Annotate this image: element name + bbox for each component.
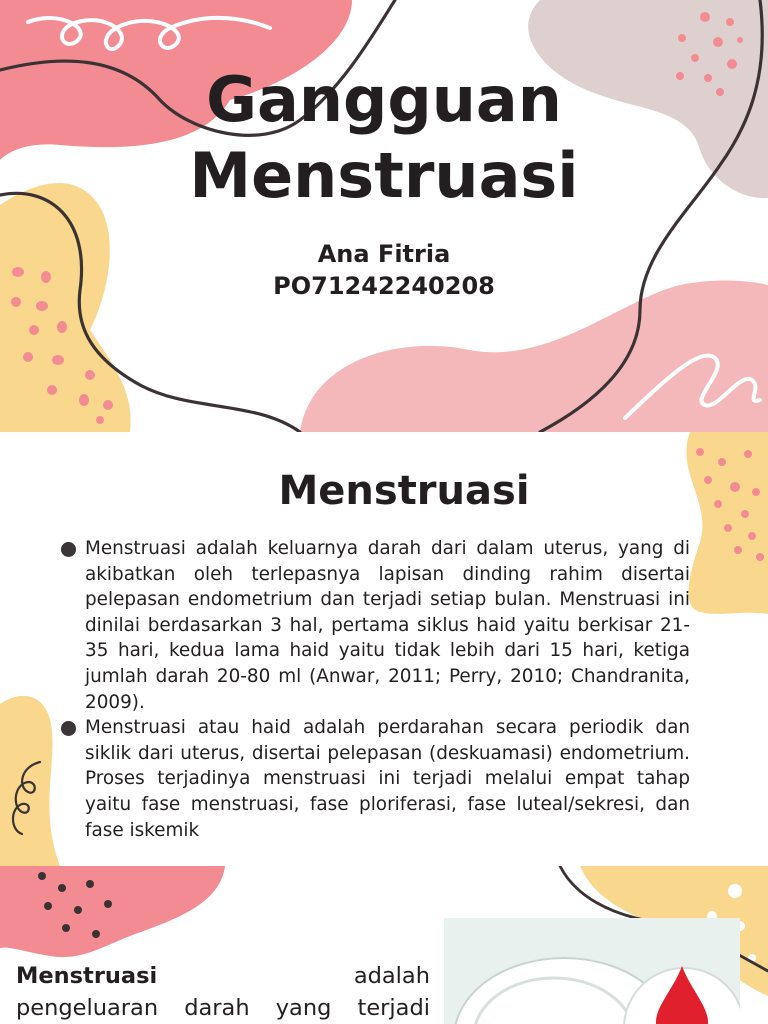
content-slide-menstruasi: [0, 432, 768, 866]
bullet-dot-icon: [61, 542, 76, 557]
list-item-text: Menstruasi atau haid adalah perdarahan secara periodik dan siklik dari uterus, disertai pelepasan (deskuamasi) endometrium. Proses terjadinya menstruasi ini terjadi melalui empat tahap yaitu fase menstruasi, fase ploriferasi, fase luteal/sekresi, dan fase iskemik: [85, 717, 690, 841]
title-line-1: Gangguan: [206, 63, 562, 136]
menstrual-pad-illustration: [444, 918, 740, 1024]
definition-line-1: [16, 960, 430, 992]
title-line-2: Menstruasi: [189, 139, 579, 212]
content-slide-definition: [0, 866, 768, 1024]
list-item: [60, 536, 690, 715]
definition-line-2: pengeluaran darah yang terjadi: [16, 995, 430, 1021]
list-item-text: Menstruasi adalah keluarnya darah dari dalam uterus, yang di akibatkan oleh terlepasnya lapisan dinding rahim disertai pelepasan endometrium dan terjadi setiap bulan. Menstruasi ini dinilai berdasarkan 3 hal, pertama siklus haid yaitu berkisar 21-35 hari, kedua lama haid yaitu tidak lebih dari 15 hari, ketiga jumlah darah 20-80 ml (Anwar, 2011; Perry, 2010; Chandranita, 2009).: [85, 538, 690, 713]
author-id: PO71242240208: [273, 272, 495, 300]
bullet-list: [60, 536, 690, 843]
definition-text: [16, 960, 430, 1024]
author-name: Ana Fitria: [317, 240, 451, 268]
section-heading: Menstruasi: [278, 468, 530, 514]
title-slide: [0, 0, 768, 432]
bullet-dot-icon: [61, 721, 76, 736]
list-item: [60, 715, 690, 843]
definition-term: Menstruasi: [16, 963, 158, 989]
definition-line-1-rest: adalah: [353, 963, 430, 989]
illustration-image: [444, 918, 740, 1024]
presentation-title: [0, 62, 768, 214]
author-block: [0, 238, 768, 302]
